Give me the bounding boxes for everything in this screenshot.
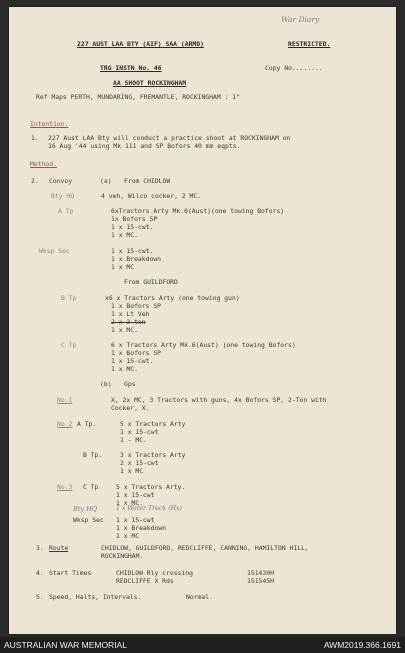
b-tp-label: B Tp	[61, 294, 77, 302]
group-1-line-1: X, 2x MC, 3 Tractors with guns, 4x Bofors SP, 2-Ton with	[111, 396, 327, 404]
handwritten-bty-hq: Bty HQ	[73, 505, 98, 513]
a-tp-item-4: 1 x MC.	[111, 231, 138, 239]
reference-maps: Ref Maps PERTH, MUNDARING, FREMANTLE, ROCKINGHAM : 1"	[36, 93, 240, 101]
classification: RESTRICTED.	[288, 40, 331, 48]
speed-label: Speed, Halts, Intervals.	[49, 593, 142, 601]
footer-accession-id: AWM2019.366.1691	[323, 640, 401, 650]
para-2-number: 2.	[31, 177, 39, 185]
para-5-number: 5.	[36, 593, 44, 601]
c-tp-item-4: 1 x MC.	[111, 365, 138, 373]
start-time-place-1: CHIDLOW Rly crossing	[116, 569, 193, 577]
a-tp-item-2: 1x Bofors SP	[111, 215, 158, 223]
group-1-line-2: Cocker, X.	[111, 404, 150, 412]
wksp-sec-item-3: 1 x MC	[111, 263, 135, 271]
start-time-value-2: 151545H	[247, 577, 274, 585]
group-2-b-tp: B Tp.	[83, 451, 103, 459]
route-line-1: CHIDLOW, GUILDFORD, REDCLIFFE, CANNING, HAMILTON HILL,	[101, 544, 309, 552]
a-tp-item-1: 6xTractors Arty Mk.6(Aust)(one towing Bofors)	[111, 207, 285, 215]
group-3-item-2: 1 x 15-cwt	[116, 491, 155, 499]
group-2b-item-1: 3 x Tractors Arty	[120, 451, 186, 459]
para-3-number: 3.	[36, 544, 44, 552]
subject-title: AA SHOOT ROCKINGHAM	[113, 79, 187, 87]
handwritten-water-truck: 1 x Water Truck (Hx)	[116, 505, 182, 512]
from-guildford: From GUILDFORD	[124, 278, 178, 286]
b-tp-item-2: 1 x Bofors SP	[111, 302, 162, 310]
document-page	[9, 7, 396, 634]
group-3-item-1: 5 x Tractors Arty.	[116, 483, 186, 491]
sub-b-label: (b)	[100, 380, 112, 388]
footer-source: AUSTRALIAN WAR MEMORIAL	[4, 640, 127, 650]
group-2-item-1: 5 x Tractors Arty	[120, 420, 186, 428]
wksp-sec-label: Wksp Sec	[39, 247, 70, 255]
para-1-number: 1.	[31, 134, 39, 142]
sub-a-label: (a)	[100, 177, 112, 185]
copy-number: Copy No........	[265, 64, 323, 72]
bty-hq-item-1: 4 veh, Wilco cocker, 2 MC.	[101, 192, 202, 200]
group-3-wksp-label: Wksp Sec	[73, 516, 104, 524]
b-tp-item-1: x6 x Tractors Arty (one towing gun)	[105, 294, 240, 302]
a-tp-item-3: 1 x 15-cwt.	[111, 223, 154, 231]
group-3-label: No.3	[57, 483, 73, 491]
instruction-number: TRG INSTN No. 46	[100, 64, 162, 72]
unit-title: 227 AUST LAA BTY (AIF) SAA (ARMD)	[77, 40, 204, 48]
route-label: Route	[49, 544, 69, 552]
group-3-item-3: 1 x MC.	[116, 499, 143, 507]
c-tp-item-1: 6 x Tractors Arty Mk.6(Aust) (one towing Bofors)	[111, 341, 296, 349]
bty-hq-label: Bty HQ	[51, 192, 75, 200]
group-2-item-3: 1 - MC.	[120, 436, 147, 444]
start-time-place-2: REDCLIFFE X Rds	[116, 577, 174, 585]
group-1-label: No.1	[57, 396, 73, 404]
b-tp-item-3: 1 x Lt Veh	[111, 310, 150, 318]
c-tp-label: C Tp	[61, 341, 77, 349]
handwritten-annotation: War Diary	[281, 15, 320, 24]
group-3-wksp-item-3: 1 x MC	[116, 532, 140, 540]
para-4-number: 4.	[36, 569, 44, 577]
c-tp-item-2: 1 x Bofors SP	[111, 349, 162, 357]
group-3-wksp-item-2: 1 x Breakdown	[116, 524, 167, 532]
group-3-wksp-item-1: 1 x 15-cwt	[116, 516, 155, 524]
a-tp-label: A Tp	[58, 207, 74, 215]
groups-label: Gps	[124, 380, 136, 388]
c-tp-item-3: 1 x 15-cwt.	[111, 357, 154, 365]
from-chidlow: From CHIDLOW	[124, 177, 171, 185]
wksp-sec-item-2: 1 x Breakdown	[111, 255, 162, 263]
wksp-sec-item-1: 1 x 15-cwt.	[111, 247, 154, 255]
group-2b-item-2: 2 x 15-cwt	[120, 459, 159, 467]
start-times-label: Start Times	[49, 569, 92, 577]
b-tp-item-5: 1 x MC.	[111, 326, 138, 334]
intention-line-1: 227 Aust LAA Bty will conduct a practice shoot at ROCKINGHAM on	[48, 134, 291, 142]
group-2-item-2: 1 x 15-cwt	[120, 428, 159, 436]
speed-value: Normal.	[186, 593, 213, 601]
group-2-label: No.2	[57, 420, 73, 428]
group-3-c-tp: C Tp	[83, 483, 99, 491]
group-2b-item-3: 1 x MC	[120, 467, 144, 475]
start-time-value-1: 151430H	[247, 569, 274, 577]
method-heading: Method.	[30, 160, 57, 168]
intention-line-2: 16 Aug '44 using Mk 111 and SP Bofors 40 mm eqpts.	[48, 142, 241, 150]
b-tp-item-4: 2 x 3-ton	[111, 318, 146, 326]
convoy-label: Convoy	[49, 177, 73, 185]
intention-heading: Intention.	[30, 120, 69, 128]
route-line-2: ROCKINGHAM.	[101, 552, 144, 560]
footer-bar	[0, 637, 405, 653]
group-2-a-tp: A Tp.	[77, 420, 97, 428]
